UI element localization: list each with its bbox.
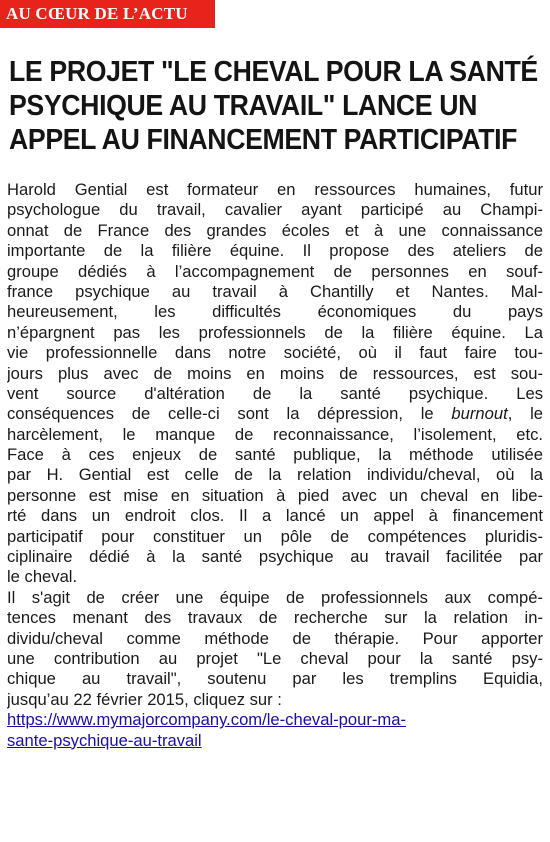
body-line: ciplinaire dédié à la santé psychique au travail facilitée par: [7, 547, 543, 567]
burnout-emphasis: burnout: [451, 404, 508, 424]
body-line: jusqu’au 22 février 2015, cliquez sur :: [7, 689, 282, 709]
body-line: france psychique au travail à Chantilly et Nantes. Mal-: [7, 281, 543, 301]
headline-line: PSYCHIQUE AU TRAVAIL" LANCE UN: [9, 90, 478, 122]
headline-line: APPEL AU FINANCEMENT PARTICIPATIF: [9, 124, 518, 156]
body-line: le cheval.: [7, 567, 78, 587]
body-line: Harold Gential est formateur en ressources humaines, futur: [7, 180, 543, 199]
body-line: n’épargnent pas les professionnels de la filière équine. La: [7, 322, 543, 342]
body-line: vent source d'altération de la santé psychique. Les: [7, 383, 543, 403]
article-body: [7, 180, 543, 751]
body-line: vie professionnelle dans notre société, où il faut faire tou-: [7, 343, 543, 363]
body-line: heureusement, les difficultés économiques du pays: [7, 302, 543, 322]
body-line: par H. Gential est celle de la relation individu/cheval, où la: [7, 465, 543, 485]
body-line: Face à ces enjeux de santé publique, la méthode utilisée: [7, 445, 543, 465]
body-text: conséquences de celle-ci sont la dépression, le: [7, 404, 452, 424]
body-line: une contribution au projet "Le cheval pour la santé psy-: [7, 648, 543, 668]
project-link-text[interactable]: sante-psychique-au-travail: [7, 730, 202, 750]
body-line: psychologue du travail, cavalier ayant participé au Champi-: [7, 200, 543, 220]
body-text: , le: [507, 404, 543, 424]
body-line: rté dans un endroit clos. Il a lancé un appel à financement: [7, 506, 543, 526]
body-line: onnat de France des grandes écoles et à une connaissance: [7, 220, 543, 240]
body-line: dividu/cheval comme méthode de thérapie. Pour apporter: [7, 628, 543, 648]
body-line: jours plus avec de moins en moins de ressources, est sou-: [7, 363, 543, 383]
project-link[interactable]: [7, 731, 543, 751]
body-line: [7, 404, 543, 424]
body-line: personne est mise en situation à pied avec un cheval en libe-: [7, 485, 543, 505]
project-link-text[interactable]: https://www.mymajorcompany.com/le-cheval-pour-ma-: [7, 710, 406, 730]
body-line: importante de la filière équine. Il propose des ateliers de: [7, 241, 543, 261]
body-line: tences menant des travaux de recherche sur la relation in-: [7, 608, 543, 628]
body-line: chique au travail", soutenu par les tremplins Equidia,: [7, 669, 543, 689]
project-link[interactable]: [7, 710, 543, 730]
body-line: Il s'agit de créer une équipe de professionnels aux compé-: [7, 587, 543, 607]
body-line: groupe dédiés à l’accompagnement de personnes en souf-: [7, 261, 543, 281]
body-line: harcèlement, le manque de reconnaissance, l’isolement, etc.: [7, 424, 543, 444]
article-headline: [9, 55, 538, 157]
body-line: participatif pour constituer un pôle de compétences pluridis-: [7, 526, 543, 546]
section-tag: AU CŒUR DE L’ACTU: [0, 0, 215, 28]
headline-line: LE PROJET "LE CHEVAL POUR LA SANTÉ: [9, 56, 538, 88]
